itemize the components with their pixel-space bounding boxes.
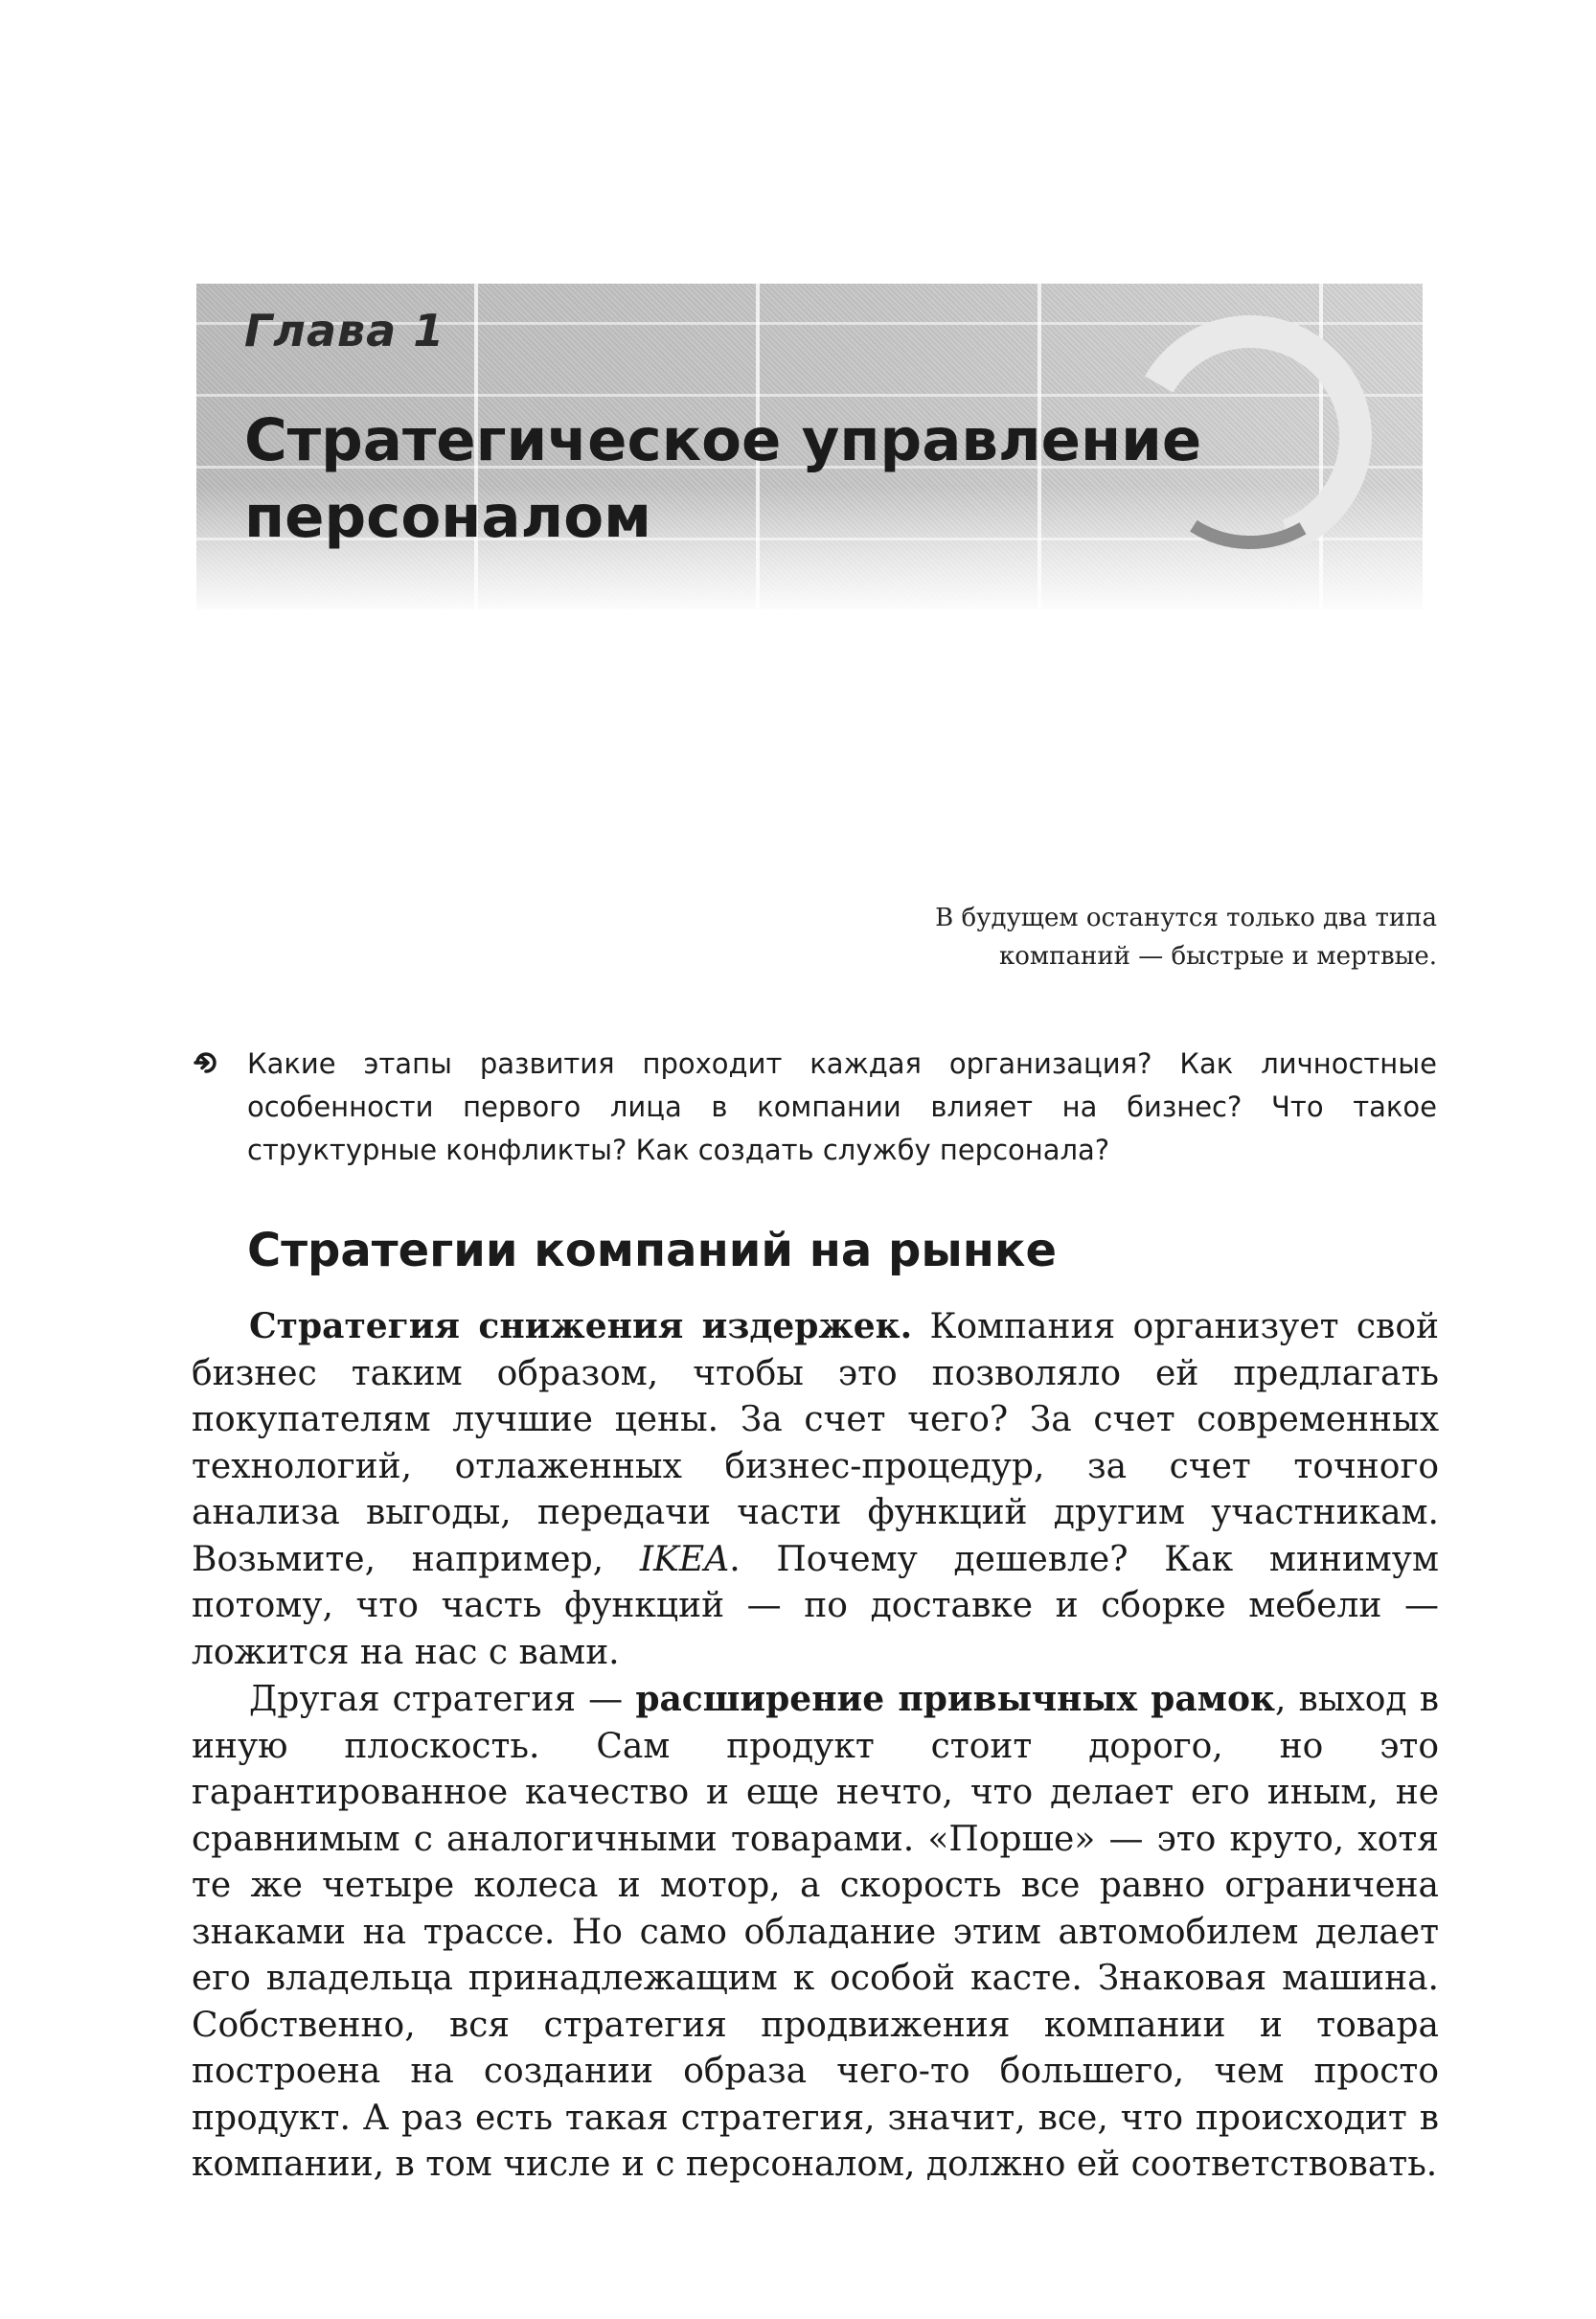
section-title: Стратегии компаний на рынке — [247, 1224, 1058, 1277]
body-text — [192, 1303, 1439, 2189]
chapter-questions — [192, 1043, 1437, 1172]
paragraph1-lead: Стратегия снижения издержек. — [249, 1306, 913, 1346]
paragraph1-text-b: . Почему дешевле? Как минимум потому, что часть функций — по доставке и сборке мебели — ложится на нас с вами. — [192, 1539, 1439, 1672]
arrow-right-circle-icon — [192, 1048, 220, 1077]
paragraph2-emphasis: расширение привычных рамок — [635, 1679, 1275, 1719]
chapter-banner — [196, 284, 1423, 609]
chapter-title: Стратегическое управление персоналом — [244, 406, 1202, 551]
paragraph1-brand: IKEA — [639, 1539, 730, 1579]
paragraph2-text-a: Другая стратегия — — [249, 1680, 636, 1719]
questions-text: Какие этапы развития проходит каждая организация? Как личностные особенности первого лица в компании влияет на бизнес? Что такое структурные конфликты? Как создать службу персонала? — [247, 1047, 1437, 1166]
epigraph: В будущем останутся только два типа компаний — быстрые и мертвые. — [935, 904, 1437, 971]
paragraph-cost-strategy — [192, 1303, 1439, 1676]
paragraph1-text-a: Компания организует свой бизнес таким образом, чтобы это позволяло ей предлагать покупателям лучшие цены. За счет чего? За счет современных технологий, отлаженных бизнес-процедур, за счет точного анализа выгоды, передачи части функций другим участникам. Возьмите, например, — [192, 1307, 1439, 1579]
paragraph-frame-strategy — [192, 1676, 1439, 2189]
paragraph2-text-b: , выход в иную плоскость. Сам продукт стоит дорого, но это гарантированное качество и еще нечто, что делает его иным, не сравнимым с аналогичными товарами. «Порше» — это круто, хотя те же четыре колеса и мотор, а скорость все равно ограничена знаками на трассе. Но само обладание этим автомобилем делает его владельца принадлежащим к особой касте. Знаковая машина. Собственно, вся стратегия продвижения компании и товара построена на создании образа чего-то большего, чем просто продукт. А раз есть такая стратегия, значит, все, что происходит в компании, в том числе и с персоналом, должно ей соответствовать. — [192, 1680, 1439, 2184]
chapter-label: Глава 1 — [244, 305, 445, 356]
